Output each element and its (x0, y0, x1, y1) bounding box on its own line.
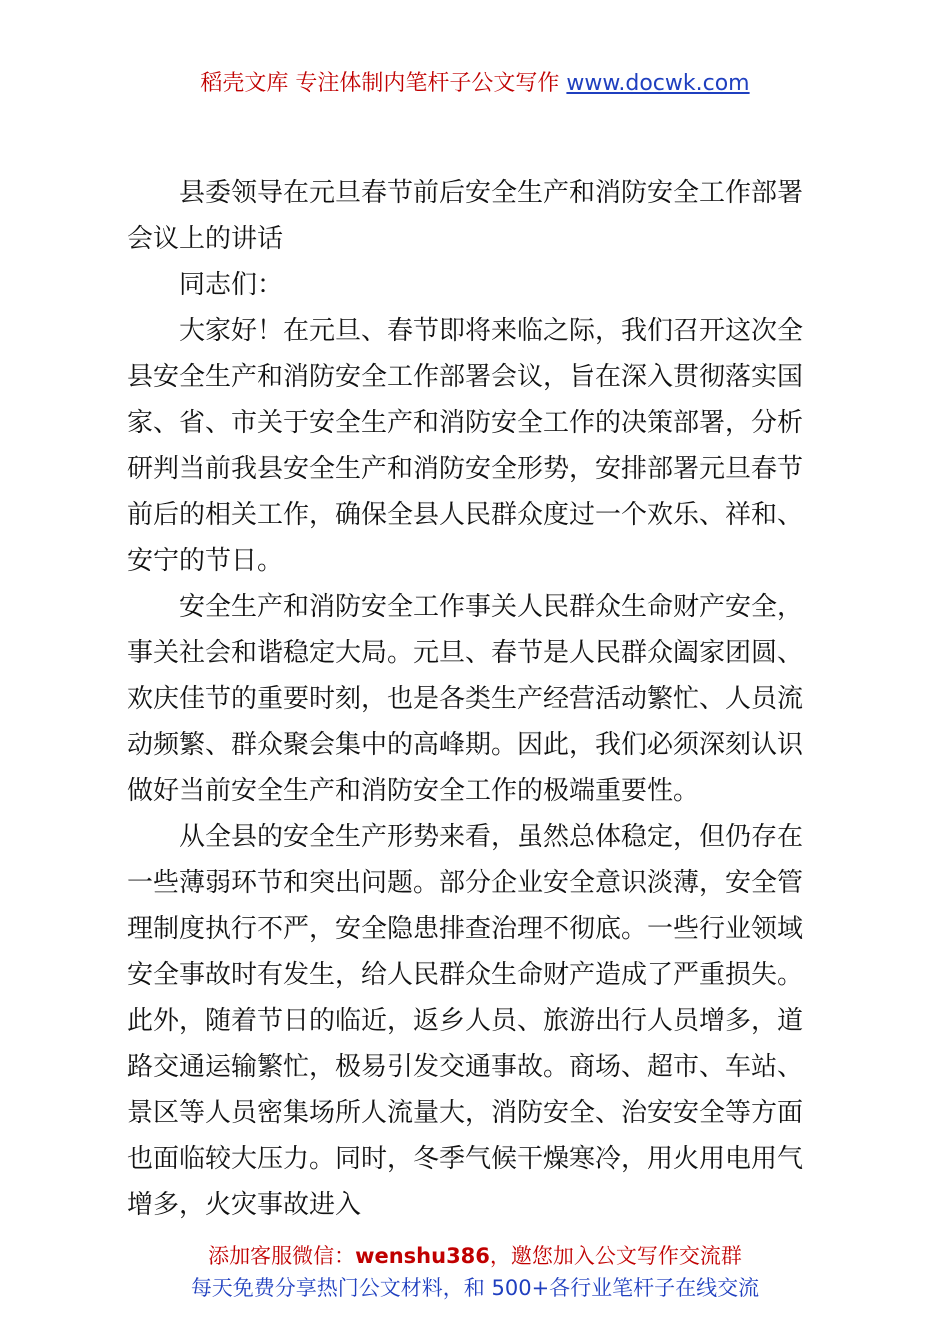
footer-contact-line (0, 1240, 950, 1272)
document-body (127, 170, 827, 1228)
footer-contact-prefix: 添加客服微信： (208, 1244, 356, 1268)
page-footer (0, 1240, 950, 1304)
footer-contact-suffix: ，邀您加入公文写作交流群 (489, 1244, 742, 1268)
paragraph: 从全县的安全生产形势来看，虽然总体稳定，但仍存在一些薄弱环节和突出问题。部分企业安全意识淡薄，安全管理制度执行不严，安全隐患排查治理不彻底。一些行业领域安全事故时有发生，给人民群众生命财产造成了严重损失。此外，随着节日的临近，返乡人员、旅游出行人员增多，道路交通运输繁忙，极易引发交通事故。商场、超市、车站、景区等人员密集场所人流量大，消防安全、治安安全等方面也面临较大压力。同时，冬季气候干燥寒冷，用火用电用气增多，火灾事故进入 (127, 822, 804, 1220)
footer-wechat-id: wenshu386 (355, 1244, 490, 1268)
header-website-link[interactable]: www.docwk.com (566, 71, 750, 96)
salutation: 同志们： (179, 270, 284, 300)
paragraph: 大家好！在元旦、春节即将来临之际，我们召开这次全县安全生产和消防安全工作部署会议，旨在深入贯彻落实国家、省、市关于安全生产和消防安全工作的决策部署，分析研判当前我县安全生产和消防安全形势，安排部署元旦春节前后的相关工作，确保全县人民群众度过一个欢乐、祥和、安宁的节日。 (127, 316, 804, 576)
header-slogan: 稻壳文库 专注体制内笔杆子公文写作 (200, 71, 567, 96)
document-title: 县委领导在元旦春节前后安全生产和消防安全工作部署会议上的讲话 (127, 178, 804, 254)
footer-promo-line: 每天免费分享热门公文材料，和 500+各行业笔杆子在线交流 (190, 1276, 760, 1300)
paragraph: 安全生产和消防安全工作事关人民群众生命财产安全，事关社会和谐稳定大局。元旦、春节是人民群众阖家团圆、欢庆佳节的重要时刻，也是各类生产经营活动繁忙、人员流动频繁、群众聚会集中的高峰期。因此，我们必须深刻认识做好当前安全生产和消防安全工作的极端重要性。 (127, 592, 804, 806)
page-header (0, 68, 950, 100)
